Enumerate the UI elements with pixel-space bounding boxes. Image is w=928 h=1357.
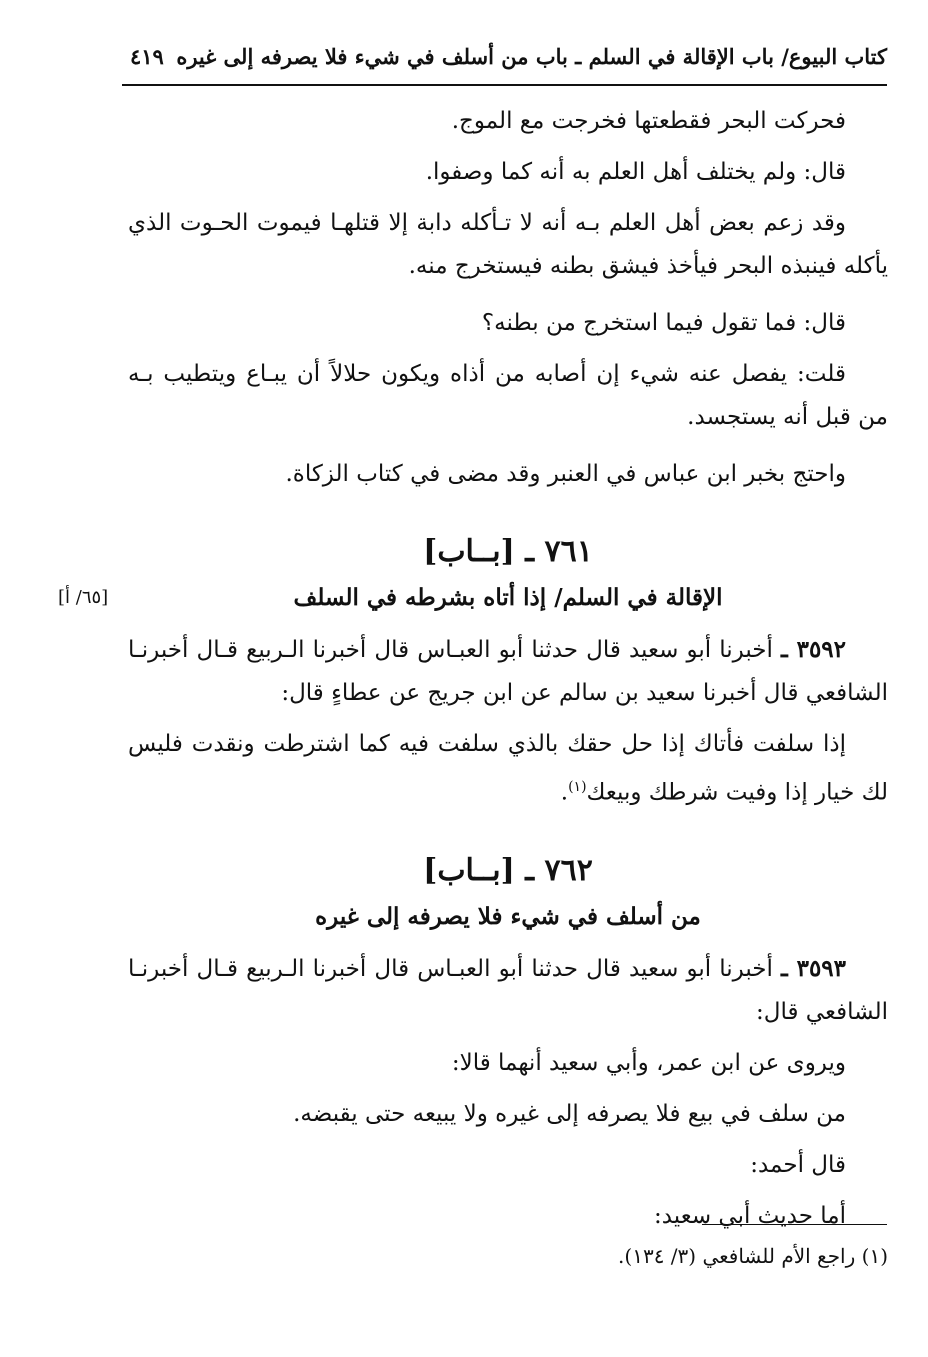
hadith-text: إذا سلفت فأتاك إذا حل حقك بالذي سلفت فيه كما اشترطت ونقدت فليس لك خيار إذا وفيت شرطك وبيعك$^{(١)}$. <box>128 731 888 806</box>
speaker-label: قال: <box>803 159 846 185</box>
paragraph: قال: فما تقول فيما استخرج من بطنه؟ <box>481 310 846 336</box>
running-title: كتاب البيوع/ باب الإقالة في السلم ـ باب من أسلف في شيء فلا يصرفه إلى غيره <box>176 44 887 69</box>
hadith-number: ٣٥٩٣ ـ <box>781 954 847 982</box>
paragraph: وقد زعم بعض أهل العلم بـه أنه لا تـأكله دابة إلا قتلهـا فيموت الحـوت الذي يأكله فينبذه البحر فيأخذ فيشق بطنه فيستخرج منه. <box>128 210 888 279</box>
paragraph: قلت: يفصل عنه شيء إن أصابه من أذاه ويكون حلالاً أن يبـاع ويتطيب بـه من قبل أنه يستجسد. <box>128 361 888 430</box>
chapter-number: ٧٦١ ـ [بــاب] <box>423 534 593 569</box>
hadith-entry: ٣٥٩٣ ـ أخبرنا أبو سعيد قال حدثنا أبو العبـاس قال أخبرنا الـربيع قـال أخبرنـا الشافعي قال: <box>128 954 888 1025</box>
footnote-reference[interactable]: (١) <box>568 779 587 795</box>
page-number: ٤١٩ <box>130 44 164 69</box>
hadith-number: ٣٥٩٢ ـ <box>781 636 847 663</box>
paragraph: قال: ولم يختلف أهل العلم به أنه كما وصفوا. <box>425 159 846 185</box>
text-line: أما حديث أبي سعيد: <box>653 1202 846 1229</box>
hadith-entry: ٣٥٩٢ ـ أخبرنا أبو سعيد قال حدثنا أبو العبـاس قال أخبرنا الـربيع قـال أخبرنـا الشافعي قال أخبرنا سعيد بن سالم عن ابن جريج عن عطاءٍ قال: <box>128 636 888 706</box>
speaker-label: قال: <box>803 310 846 336</box>
footnote-divider <box>702 1224 887 1225</box>
text-line: ويروى عن ابن عمر، وأبي سعيد أنهما قالا: <box>451 1049 846 1076</box>
chapter-title: الإقالة في السلم/ إذا أتاه بشرطه في السلف [٦٥/ أ] <box>128 578 888 618</box>
chapter-number: ٧٦٢ ـ [بــاب] <box>423 852 593 888</box>
paragraph: فحركت البحر فقطعتها فخرجت مع الموج. <box>451 108 846 134</box>
text-line: من سلف في بيع فلا يصرفه إلى غيره ولا يبيعه حتى يقبضه. <box>293 1100 846 1127</box>
text-line: قال أحمد: <box>750 1151 846 1178</box>
footnote: (١) راجع الأم للشافعي (٣/ ١٣٤). <box>618 1244 888 1268</box>
paragraph: واحتج بخبر ابن عباس في العنبر وقد مضى في كتاب الزكاة. <box>285 461 846 487</box>
main-text <box>58 100 888 1246</box>
speaker-label: قلت: <box>797 361 846 387</box>
page-header <box>122 40 887 86</box>
folio-marker: [٦٥/ أ] <box>58 587 109 608</box>
chapter-title: من أسلف في شيء فلا يصرفه إلى غيره <box>315 902 701 930</box>
